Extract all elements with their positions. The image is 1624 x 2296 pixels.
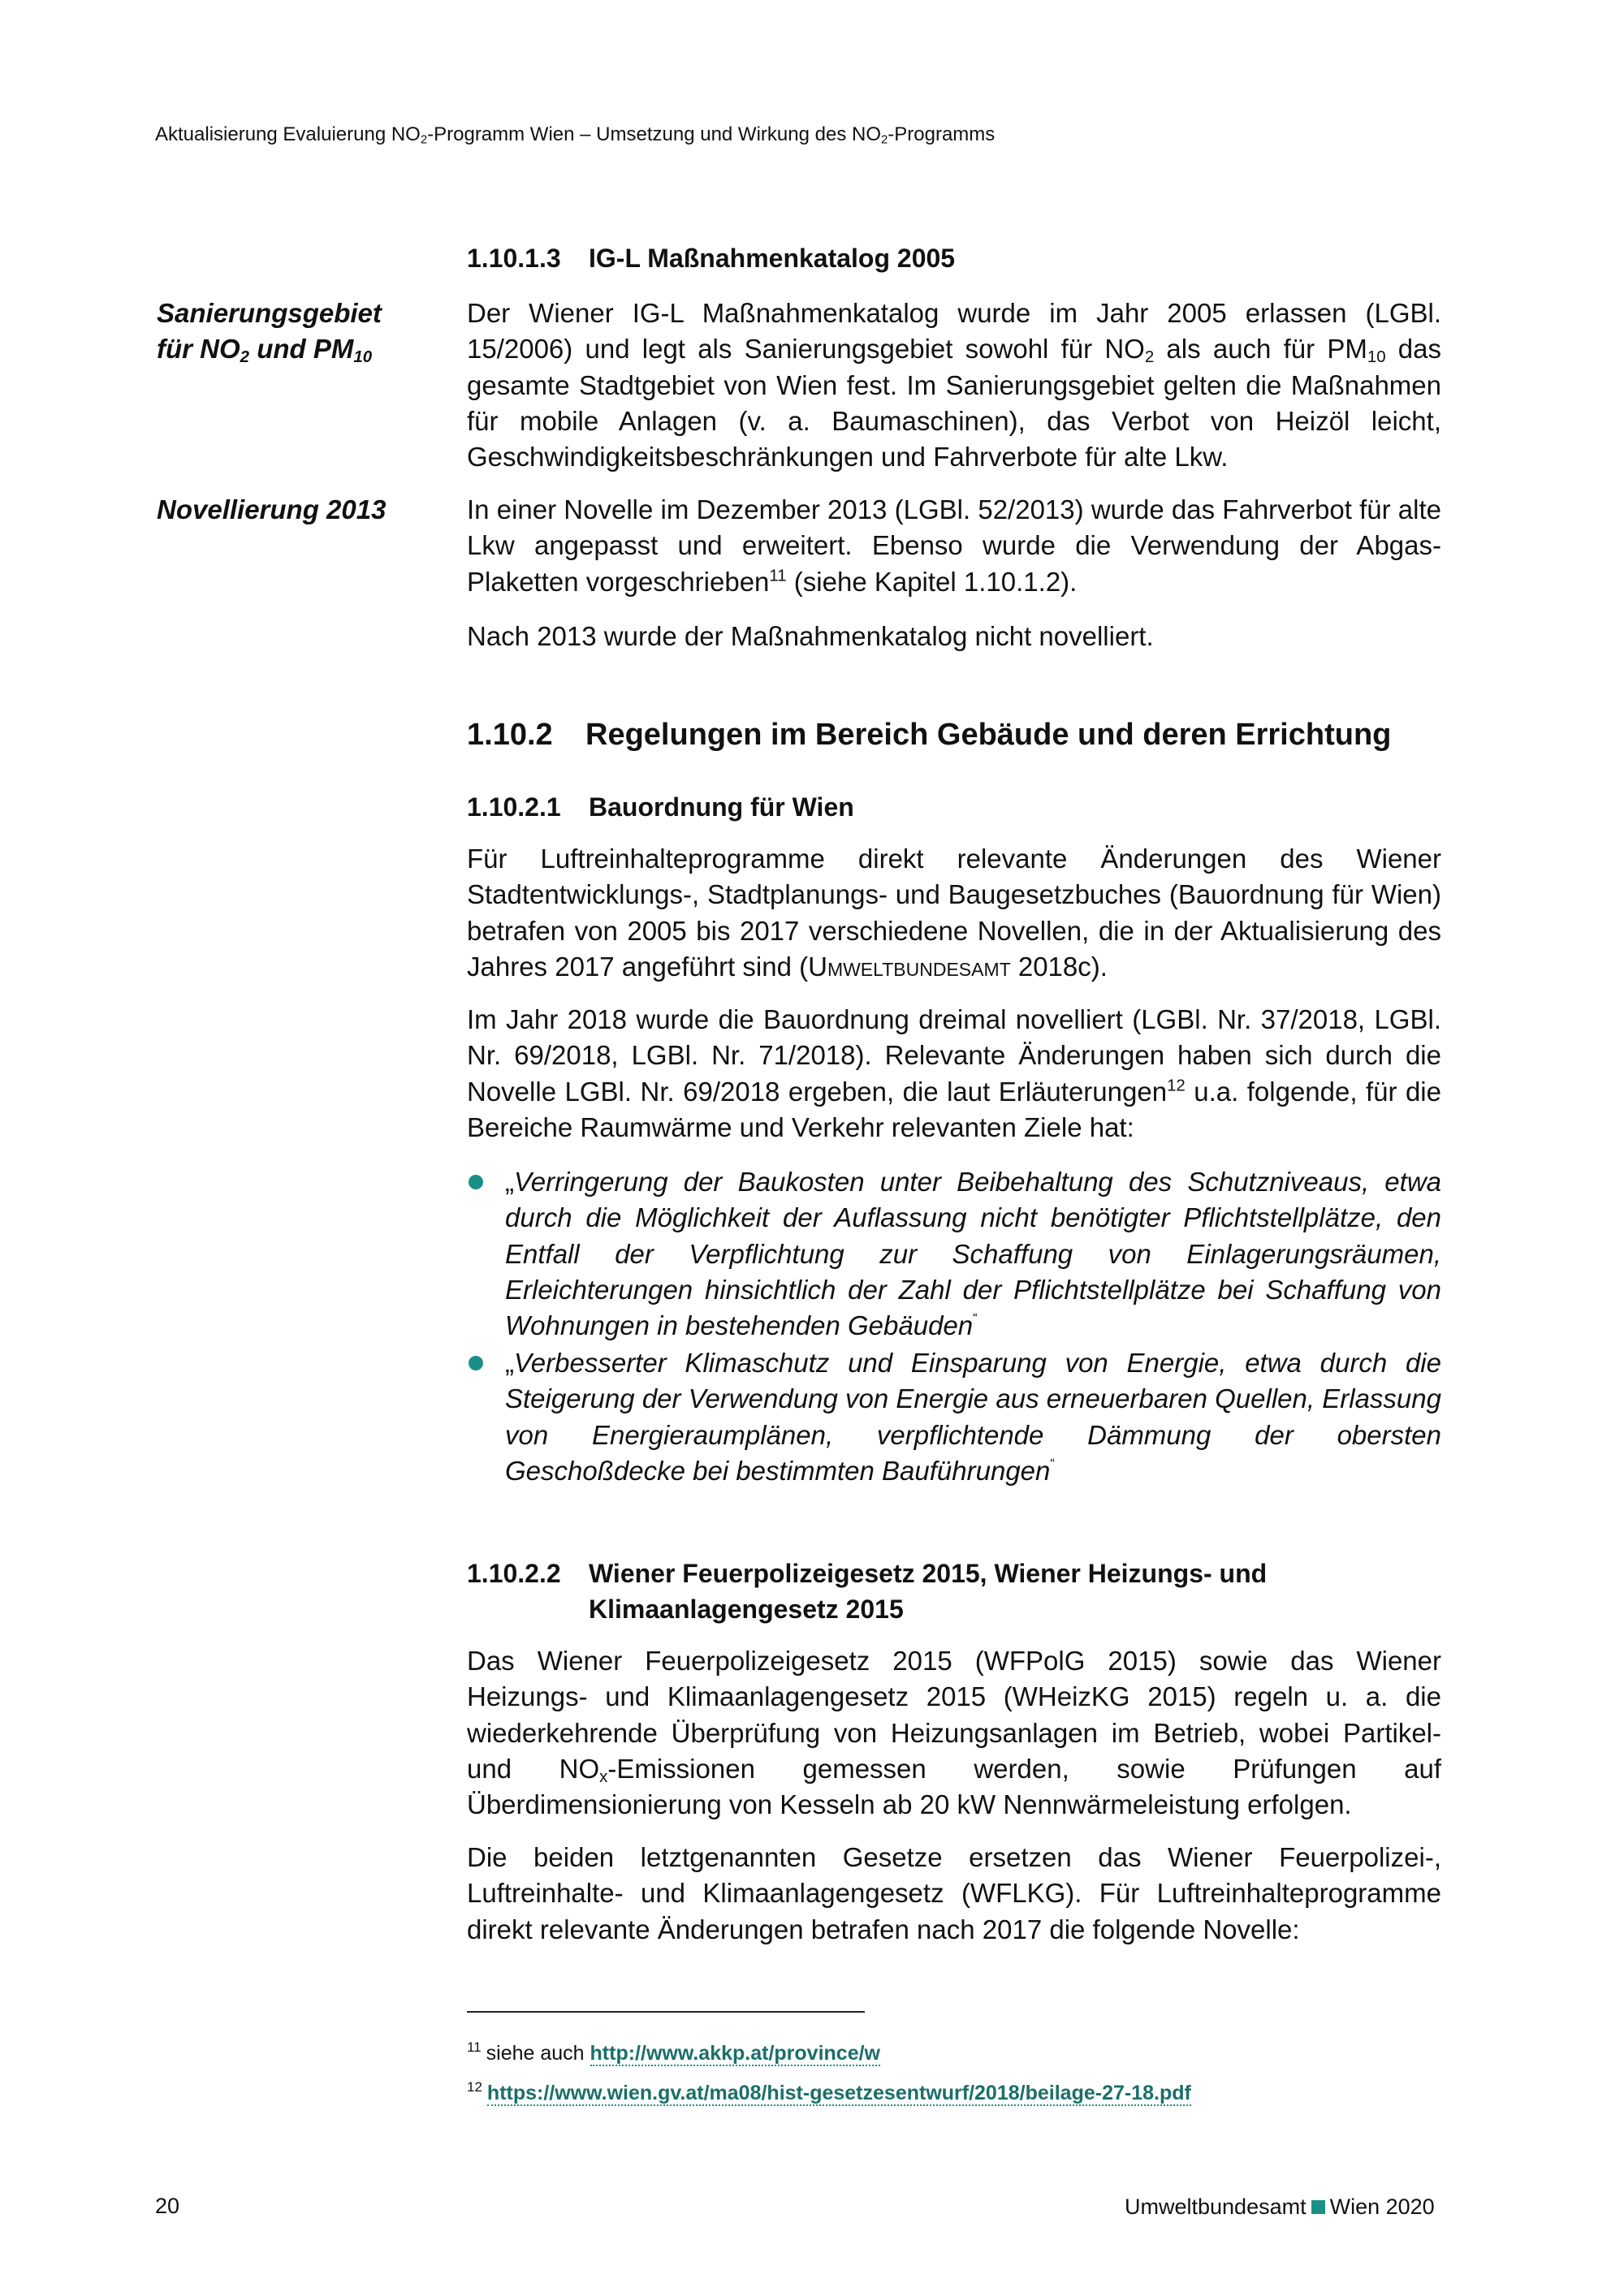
paragraph-nach-2013: Nach 2013 wurde der Maßnahmenkatalog nicht novelliert.	[467, 621, 1154, 651]
section-heading-1-10-2-2: 1.10.2.2 Wiener Feuerpolizeigesetz 2015, Wiener Heizungs- und Klimaanlagengesetz 2015	[467, 1559, 1268, 1624]
section-heading-1-10-2-1: 1.10.2.1 Bauordnung für Wien	[467, 792, 854, 822]
paragraph-bauordnung-intro: Für Luftreinhalteprogramme direkt relevante Änderungen des Wiener Stadtentwicklungs-, Stadtplanungs- und Baugesetzbuches (Bauordnung für Wien) betrafen von 2005 bis 2017 verschiedene Novellen, die in der Aktualisierung des Jahres 2017 angeführt sind (Umweltbundesamt 2018c).	[467, 844, 1441, 982]
section-heading-1-10-2: 1.10.2 Regelungen im Bereich Gebäude und deren Errichtung	[467, 718, 1392, 752]
paragraph-novelle-2013: In einer Novelle im Dezember 2013 (LGBl. 52/2013) wurde das Fahrverbot für alte Lkw angepasst und erweitert. Ebenso wurde die Verwendung der Abgas-Plaketten vorgeschrieben$^{11}$ (siehe Kapitel 1.10.1.2).	[467, 494, 1441, 597]
page-number: 20	[155, 2194, 180, 2218]
footnote-11: $^{11}$ siehe auch http://www.akkp.at/province/w	[467, 2039, 880, 2065]
paragraph-ig-l-massnahmenkatalog: Der Wiener IG-L Maßnahmenkatalog wurde im Jahr 2005 erlassen (LGBl. 15/2006) und legt als Sanierungsgebiet sowohl für $NO_2$ als auch für $PM_{10}$ das gesamte Stadtgebiet von Wien fest. Im Sanierungsgebiet gelten die Maßnahmen für mobile Anlagen (v. a. Baumaschinen), das Verbot von Heizöl leicht, Geschwindigkeitsbeschränkungen und Fahrverbote für alte Lkw.	[467, 298, 1442, 473]
footnote-12: $^{12}$ https://www.wien.gv.at/ma08/hist-gesetzesentwurf/2018/beilage-27-18.pdf	[467, 2079, 1191, 2104]
bullet-dot-icon	[469, 1175, 483, 1189]
footnote-ref-12: 12	[1167, 1076, 1186, 1095]
list-item: „Verringerung der Baukosten unter Beibehaltung des Schutzniveaus, etwa durch die Möglichkeit der Auflassung nicht benötigter Pflichtstellplätze, den Entfall der Verpflichtung zur Schaffung von Einlagerungsräumen, Erleichterungen hinsichtlich der Zahl der Pflichtstellplätze bei Schaffung von Wohnungen in bestehenden Gebäuden“	[467, 1164, 1441, 1344]
paragraph-feuerpolizeigesetz: Das Wiener Feuerpolizeigesetz 2015 (WFPolG 2015) sowie das Wiener Heizungs- und Klimaanlagengesetz 2015 (WHeizKG 2015) regeln u. a. die wiederkehrende Überprüfung von Heizungsanlagen im Betrieb, wobei Partikel- und $NO_x$-Emissionen gemessen werden, sowie Prüfungen auf Überdimensionierung von Kesseln ab 20 kW Nennwärmeleistung erfolgen.	[467, 1646, 1441, 1820]
list-item: „Verbesserter Klimaschutz und Einsparung von Energie, etwa durch die Steigerung der Verwendung von Energie aus erneuerbaren Quellen, Erlassung von Energieraumplänen, verpflichtende Dämmung der obersten Geschoßdecke bei bestimmten Bauführungen“	[467, 1345, 1441, 1489]
footer-publisher: Umweltbundesamt Wien 2020	[1125, 2195, 1435, 2219]
bullet-dot-icon	[469, 1356, 483, 1370]
footnote-link-akkp[interactable]: http://www.akkp.at/province/w	[590, 2042, 880, 2065]
margin-note-sanierungsgebiet: Sanierungsgebiet für $NO_2$ und $PM_{10}$	[157, 298, 382, 367]
footnote-link-wien-gv[interactable]: https://www.wien.gv.at/ma08/hist-gesetzesentwurf/2018/beilage-27-18.pdf	[486, 2082, 1191, 2104]
footnote-divider	[467, 2011, 865, 2013]
paragraph-wflkg: Die beiden letztgenannten Gesetze ersetzen das Wiener Feuerpolizei-, Luftreinhalte- und Klimaanlagengesetz (WFLKG). Für Luftreinhalteprogramme direkt relevante Änderungen betrafen nach 2017 die folgende Novelle:	[467, 1842, 1441, 1944]
square-icon	[1311, 2200, 1325, 2214]
footnote-ref-11: 11	[769, 566, 787, 585]
section-heading-1-10-1-3: 1.10.1.3 IG-L Maßnahmenkatalog 2005	[467, 244, 956, 273]
margin-note-novellierung: Novellierung 2013	[157, 494, 387, 524]
paragraph-bauordnung-2018: Im Jahr 2018 wurde die Bauordnung dreimal novelliert (LGBl. Nr. 37/2018, LGBl. Nr. 69/2018, LGBl. Nr. 71/2018). Relevante Änderungen haben sich durch die Novelle LGBl. Nr. 69/2018 ergeben, die laut Erläuterungen$^{12}$ u.a. folgende, für die Bereiche Raumwärme und Verkehr relevanten Ziele hat:	[467, 1004, 1441, 1142]
running-header: Aktualisierung Evaluierung $NO_2$-Programm Wien – Umsetzung und Wirkung des $NO_2$-Programms	[155, 123, 996, 147]
